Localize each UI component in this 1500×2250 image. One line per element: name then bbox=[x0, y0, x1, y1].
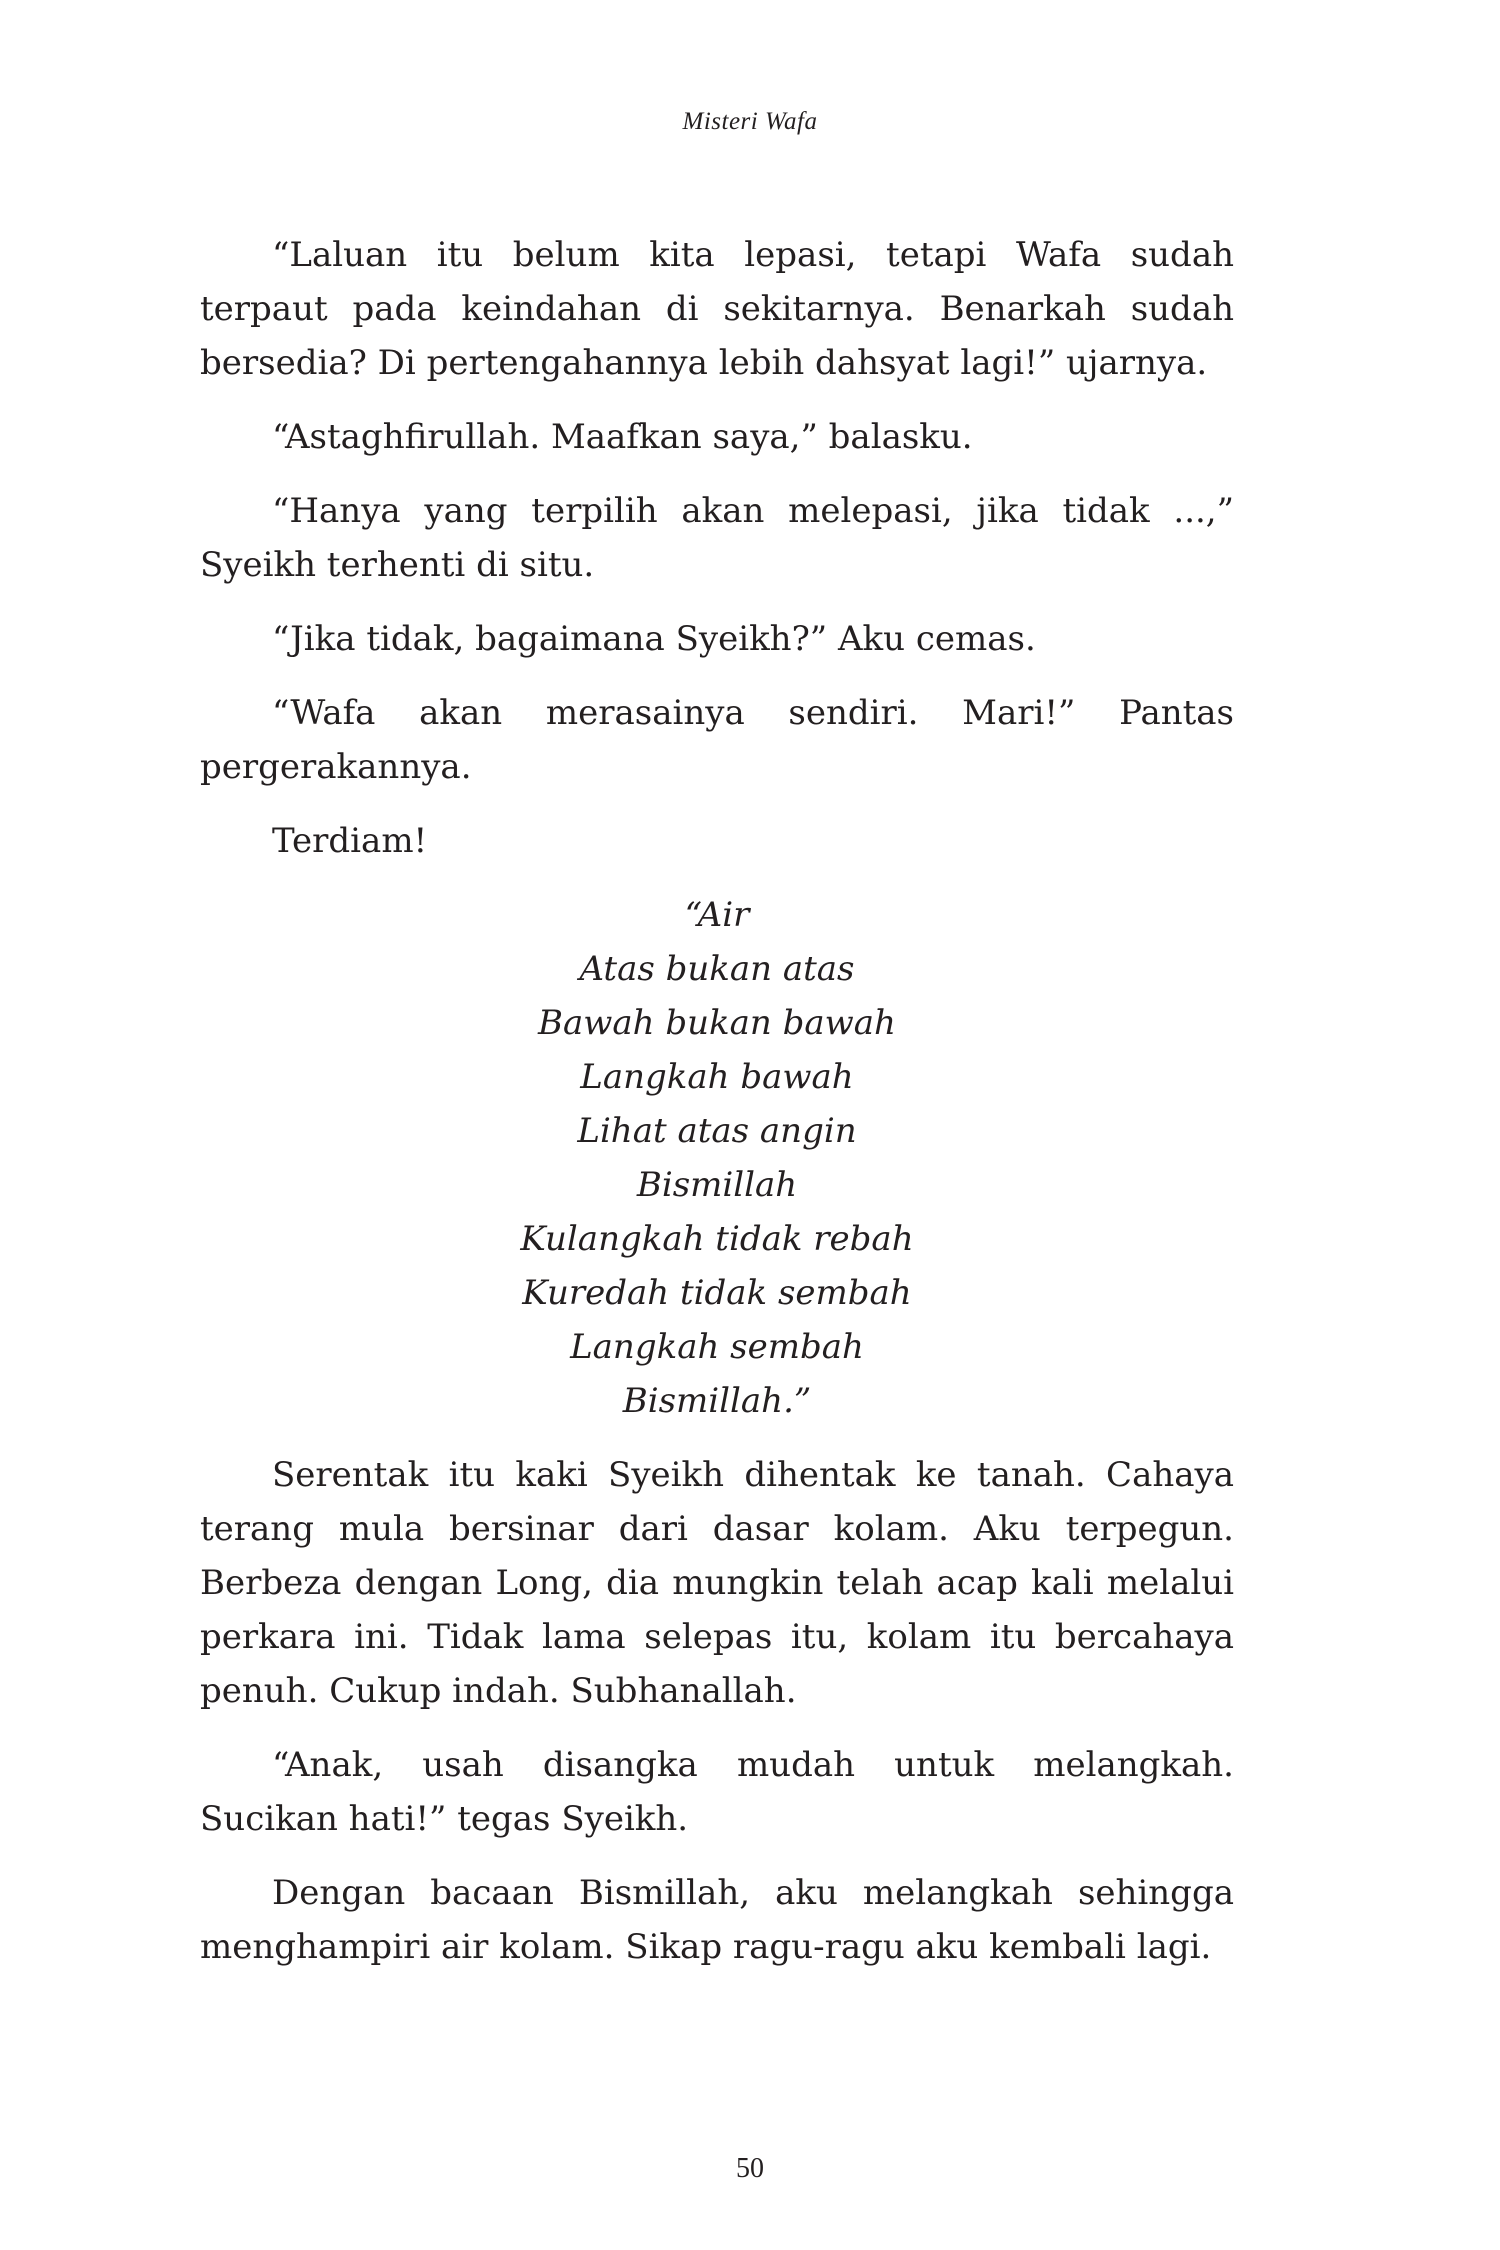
page-number: 50 bbox=[736, 2153, 764, 2184]
poem-line: “Air bbox=[684, 895, 750, 935]
paragraph: “Jika tidak, bagaimana Syeikh?” Aku cemas. bbox=[272, 619, 1036, 659]
paragraph: Terdiam! bbox=[272, 821, 428, 861]
poem-line: Lihat atas angin bbox=[577, 1111, 857, 1151]
paragraph: “Laluan itu belum kita lepasi, tetapi Wafa sudah terpaut pada keindahan di sekitarnya. Benarkah sudah bersedia? Di pertengahannya lebih dahsyat lagi!” ujarnya. bbox=[200, 235, 1234, 383]
poem-line: Kulangkah tidak rebah bbox=[520, 1219, 914, 1259]
poem-line: Kuredah tidak sembah bbox=[522, 1273, 912, 1313]
paragraph: “Astaghfirullah. Maafkan saya,” balasku. bbox=[272, 417, 973, 457]
paragraph: Serentak itu kaki Syeikh dihentak ke tanah. Cahaya terang mula bersinar dari dasar kolam. Aku terpegun. Berbeza dengan Long, dia mungkin telah acap kali melalui perkara ini. Tidak lama selepas itu, kolam itu bercahaya penuh. Cukup indah. Subhanallah. bbox=[200, 1455, 1234, 1711]
poem bbox=[200, 888, 1234, 1428]
poem-line: Atas bukan atas bbox=[579, 949, 855, 989]
poem-line: Langkah bawah bbox=[580, 1057, 854, 1097]
poem-line: Bismillah bbox=[636, 1165, 798, 1205]
poem-line: Bismillah.” bbox=[622, 1381, 812, 1421]
paragraph: “Hanya yang terpilih akan melepasi, jika tidak ...,” Syeikh terhenti di situ. bbox=[200, 491, 1234, 585]
poem-line: Bawah bukan bawah bbox=[538, 1003, 896, 1043]
running-title: Misteri Wafa bbox=[682, 108, 818, 135]
paragraph: “Wafa akan merasainya sendiri. Mari!” Pantas pergerakannya. bbox=[200, 693, 1234, 787]
poem-line: Langkah sembah bbox=[570, 1327, 864, 1367]
paragraph: “Anak, usah disangka mudah untuk melangkah. Sucikan hati!” tegas Syeikh. bbox=[200, 1745, 1234, 1839]
paragraph: Dengan bacaan Bismillah, aku melangkah sehingga menghampiri air kolam. Sikap ragu-ragu aku kembali lagi. bbox=[200, 1873, 1234, 1967]
body-text bbox=[200, 228, 1234, 1994]
